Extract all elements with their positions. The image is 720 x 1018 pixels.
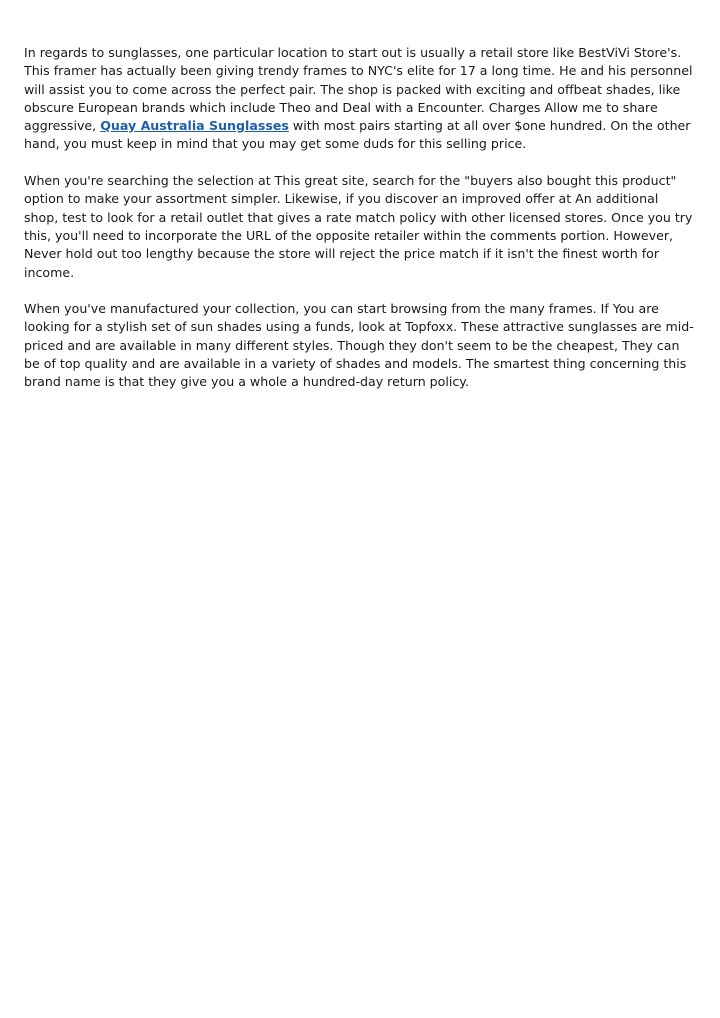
quay-australia-sunglasses-link[interactable]: Quay Australia Sunglasses [100, 118, 289, 134]
paragraph-2: When you're searching the selection at This great site, search for the "buyers also bought this product" option to make your assortment simpler. Likewise, if you discover an improved offer at An additional shop, test to look for a retail outlet that gives a rate match policy with other licensed stores. Once you try this, you'll need to incorporate the URL of the opposite retailer within the comments portion. However, Never hold out too lengthy because the store will reject the price match if it isn't the finest worth for income. [24, 173, 693, 280]
paragraph-1 [24, 44, 696, 154]
paragraph-3: When you've manufactured your collection, you can start browsing from the many frames. If You are looking for a stylish set of sun shades using a funds, look at Topfoxx. These attractive sunglasses are mid-priced and are available in many different styles. Though they don't seem to be the cheapest, They can be of top quality and are available in a variety of shades and models. The smartest thing concerning this brand name is that they give you a whole a hundred-day return policy. [24, 301, 694, 390]
paragraph-1-text-end: with most pairs starting at all over $one hundred. On the other hand, you must keep in mind that you may get some duds for this selling price. [24, 118, 691, 152]
article-body [24, 44, 696, 410]
paragraph-1-text-start: In regards to sunglasses, one particular location to start out is usually a retail store like BestViVi Store's. This framer has actually been giving trendy frames to NYC's elite for 17 a long time. He and his personnel will assist you to come across the perfect pair. The shop is packed with exciting and offbeat shades, like obscure European brands which include Theo and Deal with a Encounter. Charges Allow me to share aggressive, [24, 45, 693, 134]
